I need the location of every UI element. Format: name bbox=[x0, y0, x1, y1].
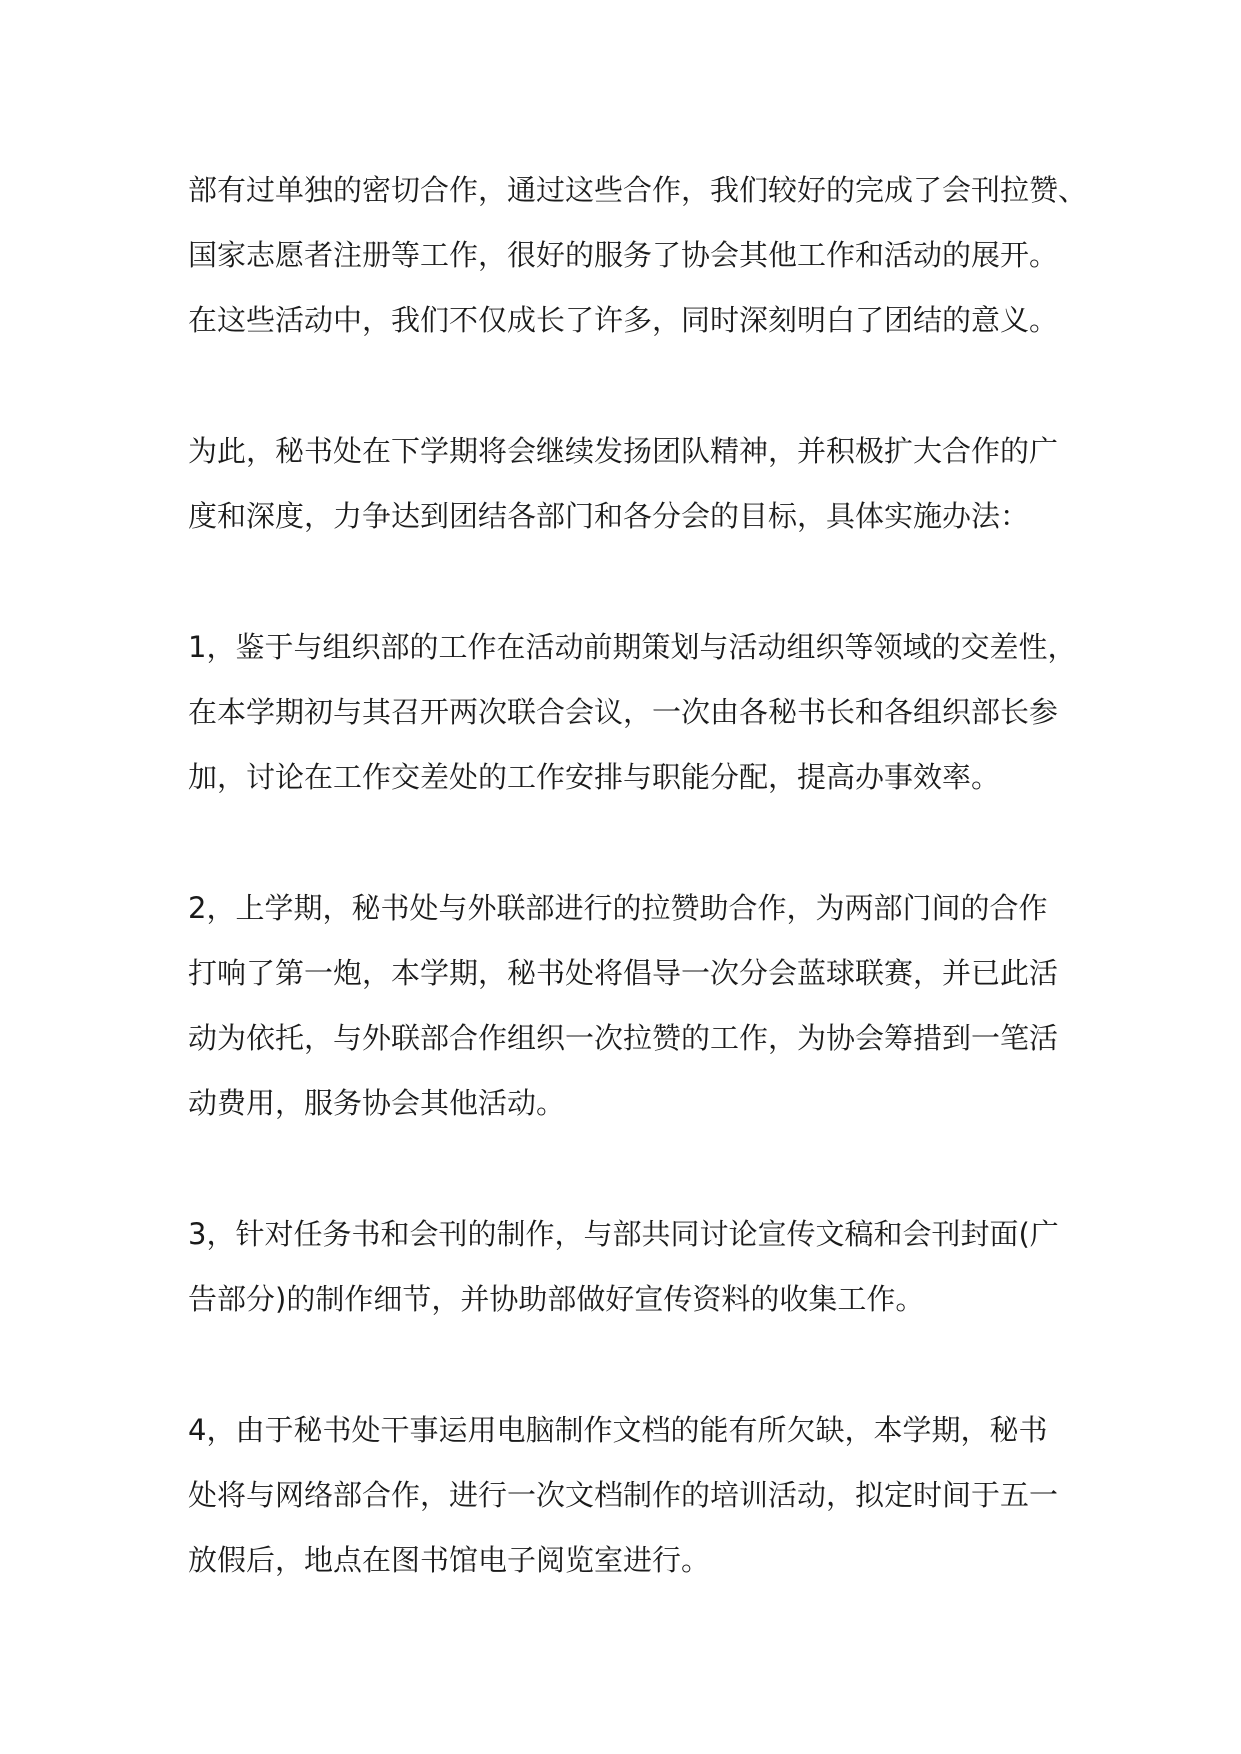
text-line: 打响了第一炮，本学期，秘书处将倡导一次分会蓝球联赛，并已此活 bbox=[188, 956, 1059, 990]
text-line: 国家志愿者注册等工作，很好的服务了协会其他工作和活动的展开。 bbox=[188, 238, 1059, 272]
document-body bbox=[188, 158, 1088, 1659]
text-line: 动费用，服务协会其他活动。 bbox=[188, 1086, 566, 1120]
paragraph-item-3 bbox=[188, 1202, 1088, 1332]
text-line: 为此，秘书处在下学期将会继续发扬团队精神，并积极扩大合作的广 bbox=[188, 434, 1059, 468]
text-line: 在本学期初与其召开两次联合会议，一次由各秘书长和各组织部长参 bbox=[188, 695, 1059, 729]
paragraph-plan-intro bbox=[188, 419, 1088, 549]
text-line: 1，鉴于与组织部的工作在活动前期策划与活动组织等领域的交差性， bbox=[188, 630, 1077, 664]
text-line: 度和深度，力争达到团结各部门和各分会的目标，具体实施办法： bbox=[188, 499, 1030, 533]
text-line: 加，讨论在工作交差处的工作安排与职能分配，提高办事效率。 bbox=[188, 760, 1001, 794]
text-line: 4，由于秘书处干事运用电脑制作文档的能有所欠缺，本学期，秘书 bbox=[188, 1413, 1048, 1447]
text-line: 告部分)的制作细节，并协助部做好宣传资料的收集工作。 bbox=[188, 1282, 925, 1316]
text-line: 3，针对任务书和会刊的制作，与部共同讨论宣传文稿和会刊封面(广 bbox=[188, 1217, 1059, 1251]
text-line: 2，上学期，秘书处与外联部进行的拉赞助合作，为两部门间的合作 bbox=[188, 891, 1048, 925]
paragraph-item-2 bbox=[188, 876, 1088, 1136]
text-line: 部有过单独的密切合作，通过这些合作，我们较好的完成了会刊拉赞、 bbox=[188, 173, 1088, 207]
text-line: 处将与网络部合作，进行一次文档制作的培训活动，拟定时间于五一 bbox=[188, 1478, 1059, 1512]
text-line: 放假后，地点在图书馆电子阅览室进行。 bbox=[188, 1543, 711, 1577]
paragraph-item-1 bbox=[188, 615, 1088, 810]
paragraph-cooperation-summary bbox=[188, 158, 1088, 353]
paragraph-item-4 bbox=[188, 1398, 1088, 1593]
text-line: 在这些活动中，我们不仅成长了许多，同时深刻明白了团结的意义。 bbox=[188, 303, 1059, 337]
text-line: 动为依托，与外联部合作组织一次拉赞的工作，为协会筹措到一笔活 bbox=[188, 1021, 1059, 1055]
